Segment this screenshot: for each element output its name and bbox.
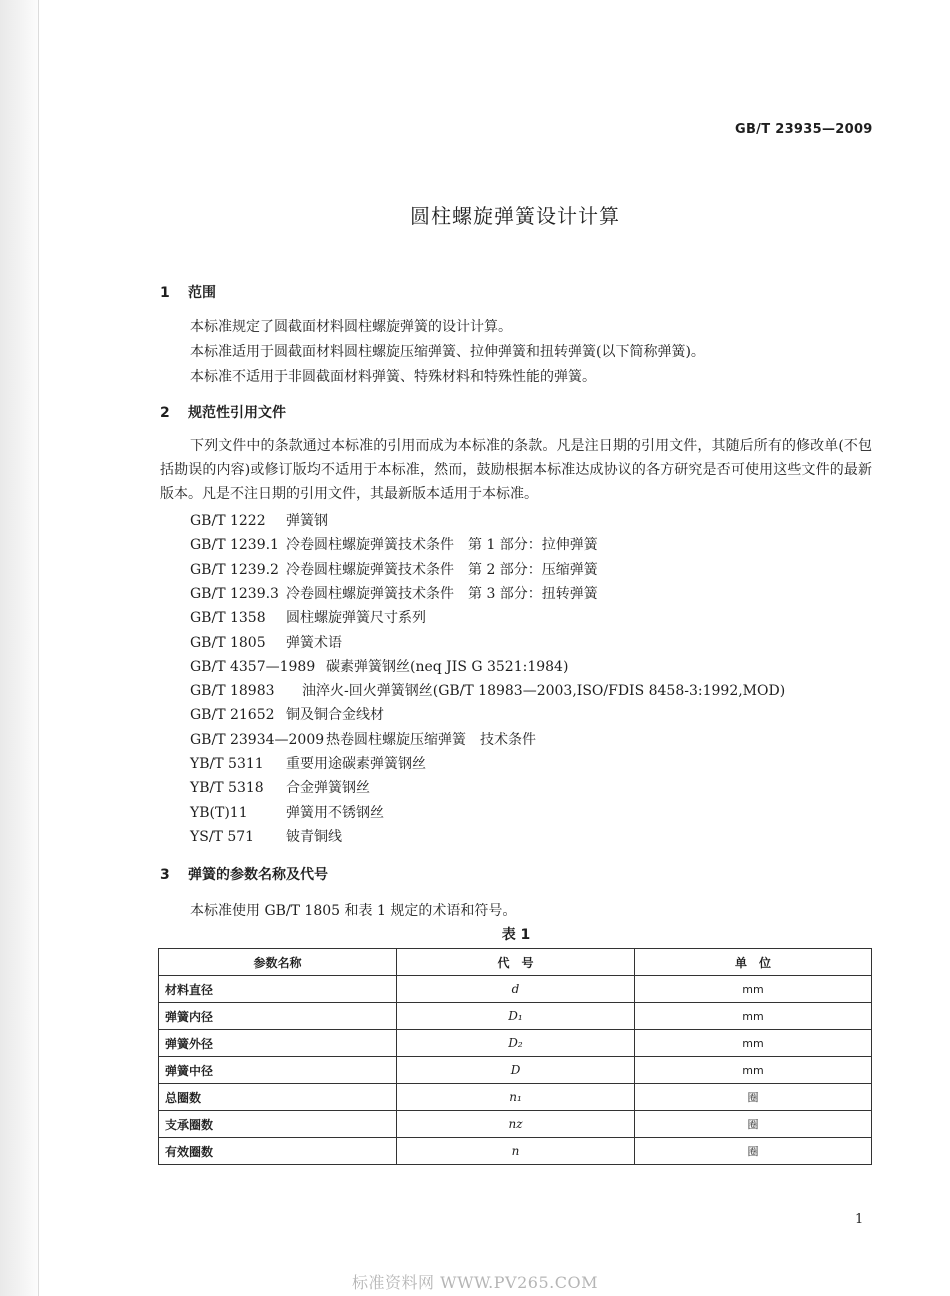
section-title: 范围 [188, 285, 216, 301]
section-1-heading [160, 282, 216, 302]
header-name: 参数名称 [159, 949, 397, 976]
reference-title: 冷卷圆柱螺旋弹簧技术条件 第 3 部分：扭转弹簧 [286, 585, 598, 602]
table-row [159, 1138, 872, 1165]
reference-item [190, 777, 370, 797]
table-row [159, 976, 872, 1003]
table-row [159, 1030, 872, 1057]
param-name-cell: 总圈数 [159, 1084, 397, 1111]
section-3-heading [160, 864, 328, 884]
param-name-cell: 材料直径 [159, 976, 397, 1003]
reference-title: 冷卷圆柱螺旋弹簧技术条件 第 1 部分：拉伸弹簧 [286, 537, 598, 554]
section-number: 1 [160, 285, 170, 301]
document-title: 圆柱螺旋弹簧设计计算 [410, 204, 620, 228]
param-name-cell: 弹簧外径 [159, 1030, 397, 1057]
reference-code: GB/T 1805 [190, 634, 266, 651]
reference-title: 油淬火-回火弹簧钢丝(GB/T 18983—2003,ISO/FDIS 8458-3:1992,MOD) [302, 683, 786, 700]
scope-paragraph: 本标准适用于圆截面材料圆柱螺旋压缩弹簧、拉伸弹簧和扭转弹簧(以下简称弹簧)。 [190, 344, 705, 360]
parameters-intro: 本标准使用 GB/T 1805 和表 1 规定的术语和符号。 [190, 903, 517, 919]
reference-code: GB/T 18983 [190, 683, 275, 700]
reference-code: YB/T 5311 [190, 756, 264, 772]
reference-code: GB/T 1239.2 [190, 561, 279, 578]
reference-title: 弹簧术语 [286, 634, 342, 651]
reference-item [190, 729, 536, 749]
reference-code: YB/T 5318 [190, 780, 264, 797]
table-header-row [159, 949, 872, 976]
param-unit-cell: mm [635, 1030, 872, 1057]
param-unit-cell: 圈 [635, 1111, 872, 1138]
param-symbol-cell: D₁ [397, 1003, 635, 1030]
reference-item [190, 704, 384, 724]
normative-intro: 下列文件中的条款通过本标准的引用而成为本标准的条款。凡是注日期的引用文件，其随后所有的修改单(不包括勘误的内容)或修订版均不适用于本标准，然而，鼓励根据本标准达成协议的各方研究是否可使用这些文件的最新版本。凡是不注日期的引用文件，其最新版本适用于本标准。 [160, 438, 872, 502]
reference-item [190, 680, 785, 700]
param-unit-cell: mm [635, 1057, 872, 1084]
table-caption: 表 1 [501, 927, 531, 943]
page-number: 1 [855, 1212, 864, 1227]
reference-title: 铍青铜线 [286, 828, 342, 845]
table-row [159, 1003, 872, 1030]
reference-item [190, 510, 328, 530]
table-row [159, 1111, 872, 1138]
scan-edge-shadow [0, 0, 38, 1296]
section-title: 弹簧的参数名称及代号 [188, 867, 328, 883]
parameters-table [158, 948, 872, 1165]
param-symbol-cell: n₁ [397, 1084, 635, 1111]
reference-code: GB/T 1239.3 [190, 585, 279, 602]
param-name-cell: 有效圈数 [159, 1138, 397, 1165]
param-symbol-cell: D [397, 1057, 635, 1084]
param-symbol-cell: D₂ [397, 1030, 635, 1057]
reference-item [190, 826, 342, 846]
reference-title: 弹簧钢 [286, 513, 328, 529]
reference-code: GB/T 4357—1989 [190, 658, 316, 675]
param-unit-cell: mm [635, 1003, 872, 1030]
header-unit: 单 位 [635, 949, 872, 976]
reference-item [190, 656, 568, 676]
table-row [159, 1084, 872, 1111]
reference-title: 圆柱螺旋弹簧尺寸系列 [286, 610, 426, 627]
reference-title: 重要用途碳素弹簧钢丝 [286, 756, 426, 772]
param-name-cell: 弹簧中径 [159, 1057, 397, 1084]
param-unit-cell: 圈 [635, 1138, 872, 1165]
param-unit-cell: mm [635, 976, 872, 1003]
param-name-cell: 支承圈数 [159, 1111, 397, 1138]
standard-code: GB/T 23935—2009 [735, 122, 873, 137]
scope-paragraph: 本标准不适用于非圆截面材料弹簧、特殊材料和特殊性能的弹簧。 [190, 369, 596, 385]
reference-item [190, 559, 598, 579]
param-symbol-cell: d [397, 976, 635, 1003]
reference-code: GB/T 1222 [190, 513, 266, 529]
param-symbol-cell: nz [397, 1111, 635, 1138]
param-symbol-cell: n [397, 1138, 635, 1165]
header-symbol: 代 号 [397, 949, 635, 976]
watermark: 标准资料网 WWW.PV265.COM [352, 1273, 598, 1292]
reference-title: 合金弹簧钢丝 [286, 780, 370, 797]
reference-item [190, 632, 342, 652]
reference-title: 铜及铜合金线材 [286, 707, 384, 724]
reference-title: 弹簧用不锈钢丝 [286, 804, 384, 821]
reference-item [190, 753, 426, 773]
reference-item [190, 534, 598, 554]
table-row [159, 1057, 872, 1084]
reference-title: 热卷圆柱螺旋压缩弹簧 技术条件 [326, 731, 536, 748]
section-number: 2 [160, 405, 170, 421]
param-unit-cell: 圈 [635, 1084, 872, 1111]
param-name-cell: 弹簧内径 [159, 1003, 397, 1030]
reference-code: GB/T 21652 [190, 707, 275, 724]
reference-code: GB/T 1239.1 [190, 537, 279, 554]
section-title: 规范性引用文件 [188, 405, 286, 421]
reference-title: 冷卷圆柱螺旋弹簧技术条件 第 2 部分：压缩弹簧 [286, 561, 598, 578]
scope-paragraph: 本标准规定了圆截面材料圆柱螺旋弹簧的设计计算。 [190, 319, 512, 335]
reference-code: YB(T)11 [190, 804, 248, 821]
reference-item [190, 583, 598, 603]
reference-item [190, 802, 384, 822]
reference-code: GB/T 1358 [190, 610, 266, 627]
scan-edge-line [38, 0, 39, 1296]
reference-item [190, 607, 426, 627]
section-2-heading [160, 402, 286, 422]
reference-code: GB/T 23934—2009 [190, 731, 325, 748]
reference-code: YS/T 571 [190, 828, 255, 845]
reference-title: 碳素弹簧钢丝(neq JIS G 3521:1984) [326, 658, 569, 675]
section-number: 3 [160, 867, 170, 883]
